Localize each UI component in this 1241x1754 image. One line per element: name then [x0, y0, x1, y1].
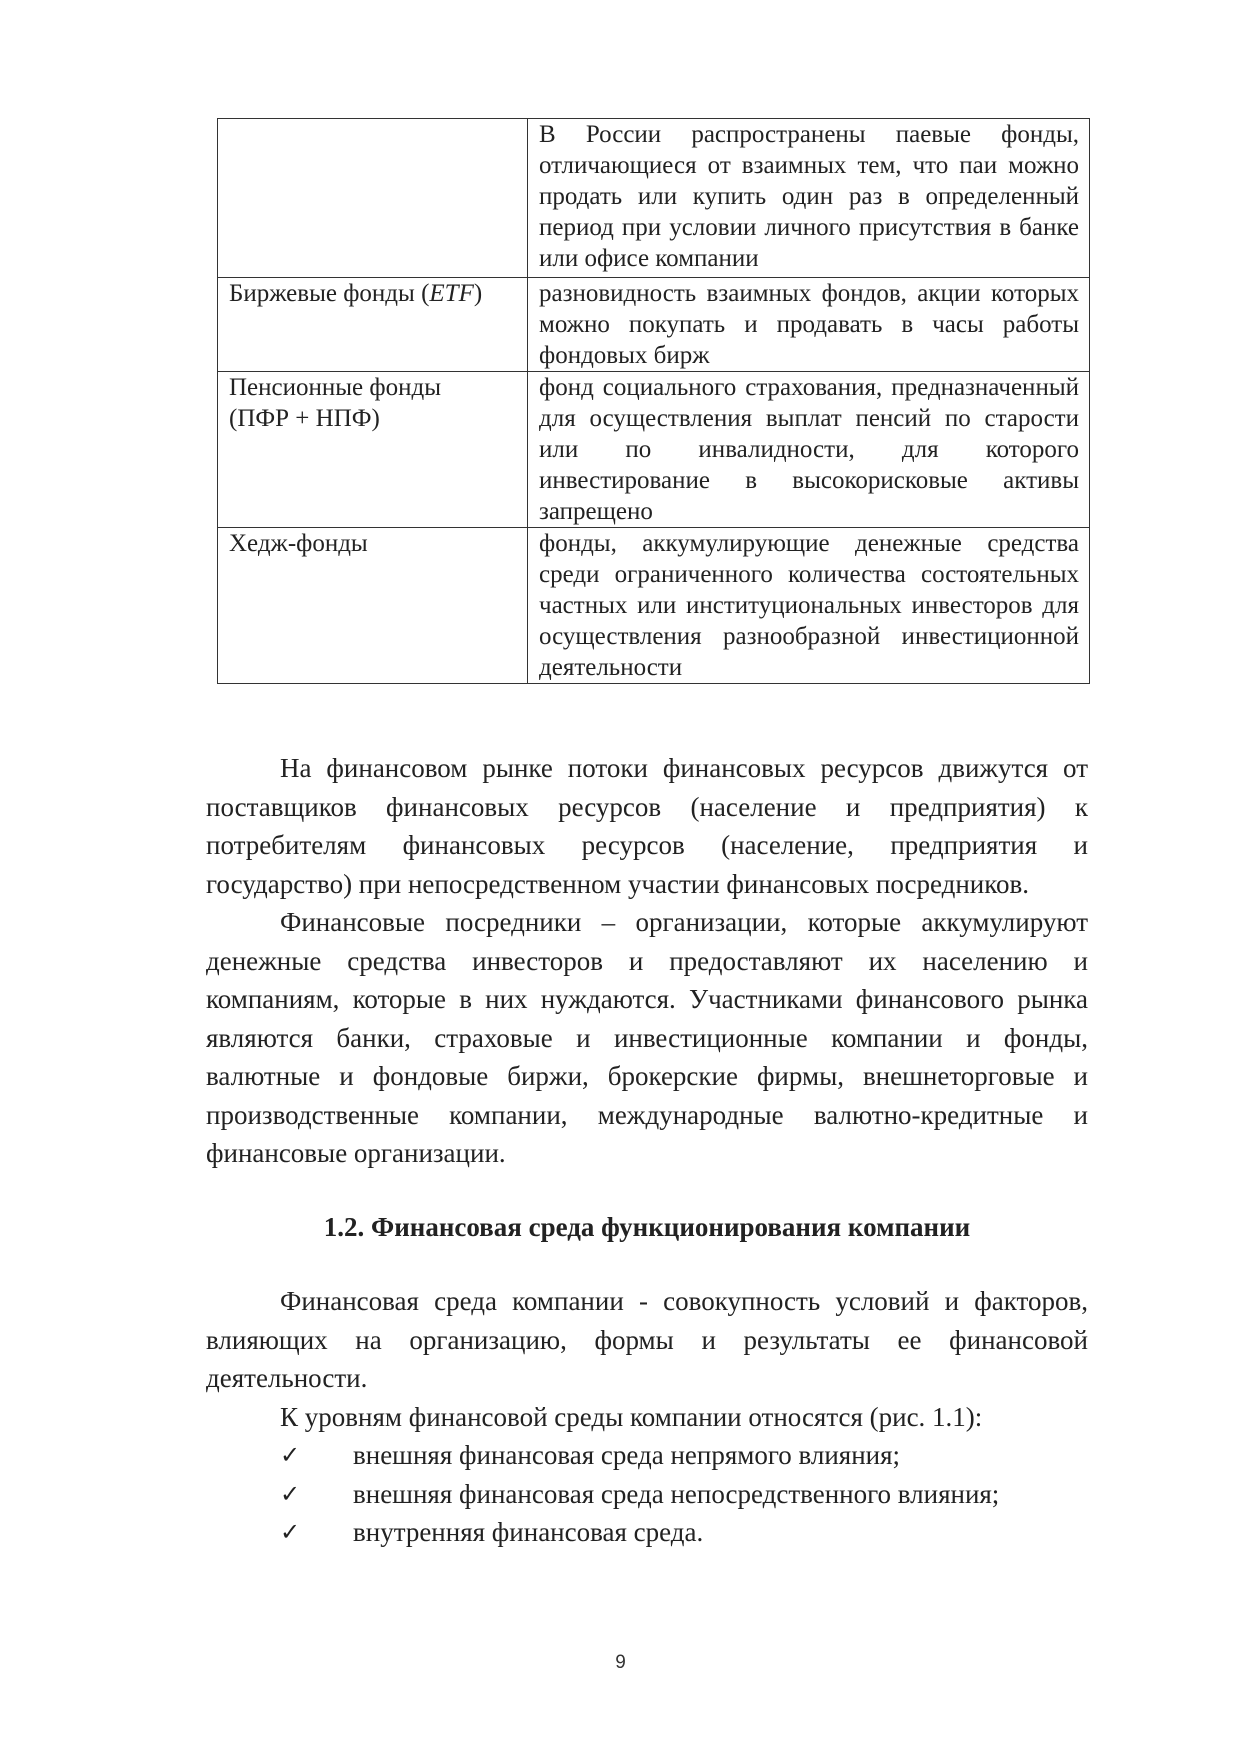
table-cell-term [218, 278, 528, 372]
list-item [206, 1475, 1088, 1514]
term-abbreviation: ETF [429, 280, 474, 307]
list-item-text: внешняя финансовая среда непосредственного влияния; [353, 1478, 1000, 1509]
section-heading: 1.2. Финансовая среда функционирования компании [323, 1212, 971, 1242]
term-text: Биржевые фонды ( [229, 280, 430, 307]
table-row [218, 119, 1090, 278]
term-text-line2: (ПФР + НПФ) [229, 405, 380, 432]
table-row [218, 278, 1090, 372]
table-row [218, 372, 1090, 528]
body-text [206, 749, 1088, 1173]
table-cell-description: разновидность взаимных фондов, акции которых можно покупать и продавать в часы работы фондовых бирж [528, 278, 1090, 372]
paragraph-definition: Финансовая среда компании - совокупность условий и факторов, влияющих на организацию, формы и результаты ее финансовой деятельности. [206, 1286, 1088, 1393]
fund-types-table [217, 118, 1090, 684]
table-row [218, 528, 1090, 684]
table-cell-description: В России распространены паевые фонды, отличающиеся от взаимных тем, что паи можно продать или купить один раз в определенный период при условии личного присутствия в банке или офисе компании [528, 119, 1090, 278]
checkmark-icon: ✓ [280, 1518, 301, 1546]
list-item [206, 1436, 1088, 1475]
list-item-text: внешняя финансовая среда непрямого влияния; [353, 1440, 901, 1470]
table-cell-description: фонды, аккумулирующие денежные средства среди ограниченного количества состоятельных частных или институциональных инвесторов для осуществления разнообразной инвестиционной деятельности [528, 528, 1090, 684]
term-text-close: ) [473, 280, 483, 307]
checkmark-icon: ✓ [280, 1441, 301, 1469]
table-cell-description: фонд социального страхования, предназначенный для осуществления выплат пенсий по старости или по инвалидности, для которого инвестирование в высокорисковые активы запрещено [528, 372, 1090, 528]
table-cell-term [218, 528, 528, 684]
paragraph-levels-lead: К уровням финансовой среды компании относятся (рис. 1.1): [280, 1401, 983, 1432]
list-item [206, 1513, 1088, 1552]
table-cell-term [218, 119, 528, 278]
term-text: Хедж-фонды [229, 530, 368, 557]
checkmark-icon: ✓ [280, 1479, 301, 1508]
page-number: 9 [615, 1652, 626, 1673]
section-body [206, 1282, 1088, 1552]
table-cell-term [218, 372, 528, 528]
paragraph-financial-flows: На финансовом рынке потоки финансовых ресурсов движутся от поставщиков финансовых ресурсов (население и предприятия) к потребителям финансовых ресурсов (население, предприятия и государство) при непосредственном участии финансовых посредников. [206, 753, 1088, 899]
term-text: Пенсионные фонды [229, 374, 441, 401]
list-item-text: внутренняя финансовая среда. [353, 1517, 704, 1547]
levels-list [206, 1436, 1088, 1552]
paragraph-intermediaries: Финансовые посредники – организации, которые аккумулируют денежные средства инвесторов и предоставляют их населению и компаниям, которые в них нуждаются. Участниками финансового рынка являются банки, страховые и инвестиционные компании и фонды, валютные и фондовые биржи, брокерские фирмы, внешнеторговые и производственные компании, международные валютно-кредитные и финансовые организации. [206, 907, 1088, 1168]
